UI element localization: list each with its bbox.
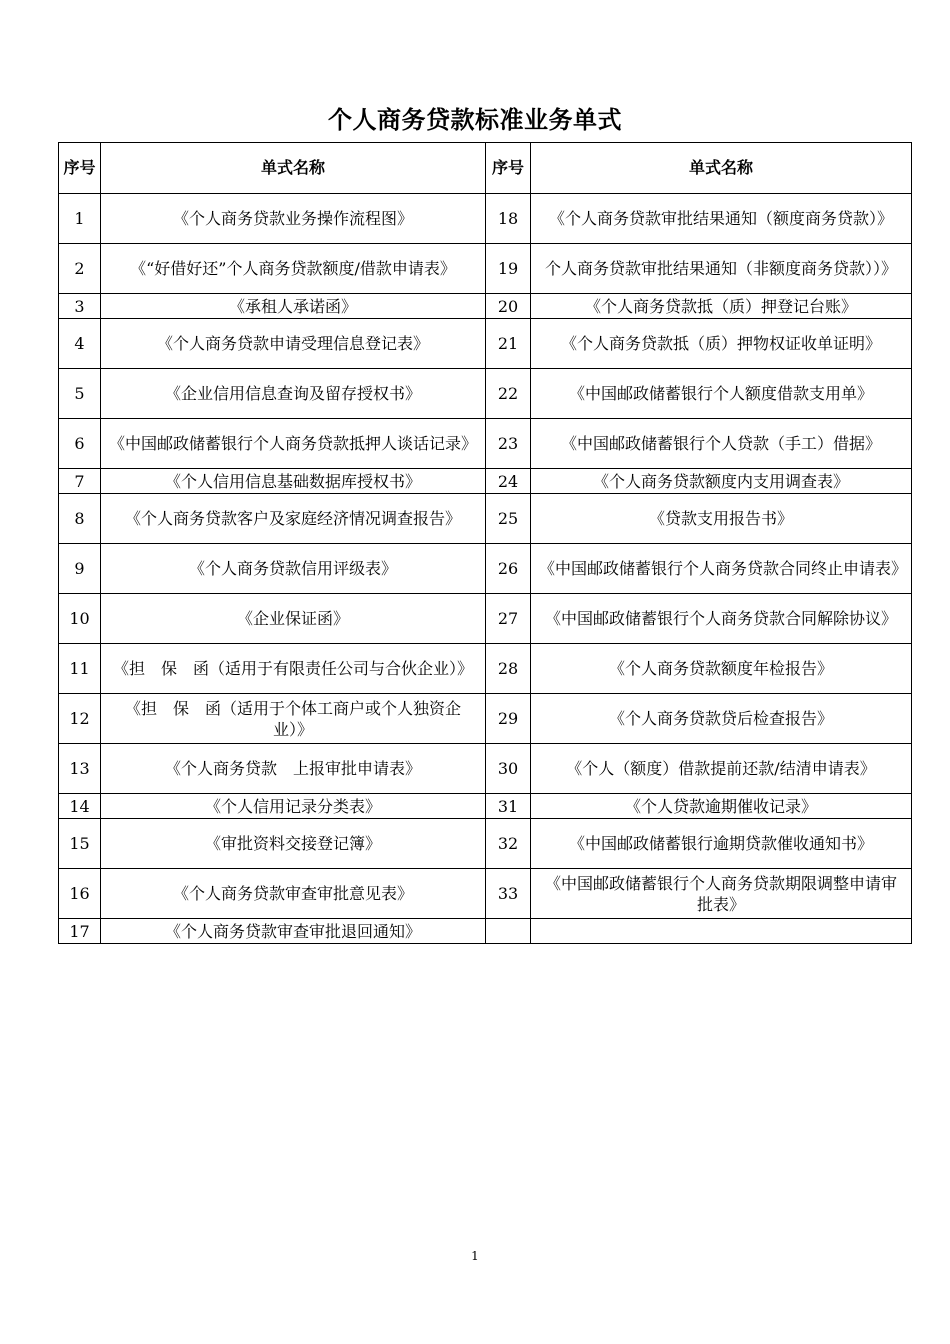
form-name-right: 《个人商务贷款额度内支用调查表》: [531, 469, 912, 494]
form-name-left: 《担 保 函（适用于个体工商户或个人独资企业）》: [101, 694, 486, 744]
row-number-right: 20: [486, 294, 531, 319]
row-number-left: 6: [59, 419, 101, 469]
form-name-left: 《个人信用信息基础数据库授权书》: [101, 469, 486, 494]
table-row: [59, 319, 912, 369]
page-title: 个人商务贷款标准业务单式: [328, 106, 622, 134]
row-number-right: 21: [486, 319, 531, 369]
table-row: [59, 244, 912, 294]
form-name-left: 《个人商务贷款审查审批退回通知》: [101, 919, 486, 944]
table-row: [59, 644, 912, 694]
row-number-left: 8: [59, 494, 101, 544]
form-name-right: 《中国邮政储蓄银行个人贷款（手工）借据》: [531, 419, 912, 469]
row-number-right: 33: [486, 869, 531, 919]
row-number-left: 4: [59, 319, 101, 369]
table-row: [59, 494, 912, 544]
table-row: [59, 794, 912, 819]
form-name-left: 《“好借好还”个人商务贷款额度/借款申请表》: [101, 244, 486, 294]
table-body: [59, 194, 912, 944]
table-row: [59, 694, 912, 744]
row-number-right: 19: [486, 244, 531, 294]
form-name-left: 《个人商务贷款信用评级表》: [101, 544, 486, 594]
form-name-left: 《个人商务贷款 上报审批申请表》: [101, 744, 486, 794]
form-name-right: 《贷款支用报告书》: [531, 494, 912, 544]
form-name-right: 《个人商务贷款贷后检查报告》: [531, 694, 912, 744]
row-number-right: 27: [486, 594, 531, 644]
table-row: [59, 419, 912, 469]
form-name-right: 个人商务贷款审批结果通知（非额度商务贷款））》: [531, 244, 912, 294]
row-number-left: 13: [59, 744, 101, 794]
row-number-left: 10: [59, 594, 101, 644]
row-number-left: 9: [59, 544, 101, 594]
table-row: [59, 194, 912, 244]
form-name-right: 《个人商务贷款额度年检报告》: [531, 644, 912, 694]
form-name-left: 《个人商务贷款业务操作流程图》: [101, 194, 486, 244]
form-name-left: 《承租人承诺函》: [101, 294, 486, 319]
forms-table: [58, 142, 912, 944]
form-name-left: 《企业信用信息查询及留存授权书》: [101, 369, 486, 419]
row-number-left: 14: [59, 794, 101, 819]
row-number-left: 16: [59, 869, 101, 919]
form-name-left: 《个人商务贷款审查审批意见表》: [101, 869, 486, 919]
header-num-left: 序号: [59, 143, 101, 194]
row-number-right: 22: [486, 369, 531, 419]
row-number-left: 7: [59, 469, 101, 494]
form-name-right: 《中国邮政储蓄银行个人商务贷款期限调整申请审批表》: [531, 869, 912, 919]
form-name-left: 《担 保 函（适用于有限责任公司与合伙企业）》: [101, 644, 486, 694]
form-name-right: 《个人贷款逾期催收记录》: [531, 794, 912, 819]
row-number-left: 1: [59, 194, 101, 244]
form-name-right: 《中国邮政储蓄银行个人商务贷款合同终止申请表》: [531, 544, 912, 594]
row-number-right: 26: [486, 544, 531, 594]
row-number-right: 24: [486, 469, 531, 494]
row-number-left: 5: [59, 369, 101, 419]
header-num-right: 序号: [486, 143, 531, 194]
table-row: [59, 294, 912, 319]
form-name-right: 《中国邮政储蓄银行逾期贷款催收通知书》: [531, 819, 912, 869]
header-name-left: 单式名称: [101, 143, 486, 194]
table-row: [59, 369, 912, 419]
row-number-left: 17: [59, 919, 101, 944]
table-row: [59, 469, 912, 494]
page-number: 1: [471, 1249, 479, 1263]
form-name-left: 《个人信用记录分类表》: [101, 794, 486, 819]
table-row: [59, 744, 912, 794]
form-name-right: 《个人（额度）借款提前还款/结清申请表》: [531, 744, 912, 794]
row-number-right: 32: [486, 819, 531, 869]
row-number-right: 29: [486, 694, 531, 744]
row-number-right: 30: [486, 744, 531, 794]
row-number-left: 12: [59, 694, 101, 744]
row-number-right: [486, 919, 531, 944]
table-row: [59, 869, 912, 919]
table-header-row: [59, 143, 912, 194]
row-number-left: 11: [59, 644, 101, 694]
row-number-right: 23: [486, 419, 531, 469]
form-name-right: 《个人商务贷款审批结果通知（额度商务贷款）》: [531, 194, 912, 244]
form-name-right: 《中国邮政储蓄银行个人商务贷款合同解除协议》: [531, 594, 912, 644]
table-row: [59, 544, 912, 594]
table-row: [59, 594, 912, 644]
table-row: [59, 819, 912, 869]
row-number-right: 28: [486, 644, 531, 694]
form-name-right: 《个人商务贷款抵（质）押登记台账》: [531, 294, 912, 319]
form-name-right: 《中国邮政储蓄银行个人额度借款支用单》: [531, 369, 912, 419]
form-name-right: [531, 919, 912, 944]
form-name-left: 《个人商务贷款申请受理信息登记表》: [101, 319, 486, 369]
form-name-left: 《企业保证函》: [101, 594, 486, 644]
header-name-right: 单式名称: [531, 143, 912, 194]
row-number-left: 2: [59, 244, 101, 294]
row-number-right: 31: [486, 794, 531, 819]
row-number-left: 15: [59, 819, 101, 869]
row-number-right: 25: [486, 494, 531, 544]
form-name-left: 《中国邮政储蓄银行个人商务贷款抵押人谈话记录》: [101, 419, 486, 469]
row-number-left: 3: [59, 294, 101, 319]
form-name-left: 《个人商务贷款客户及家庭经济情况调查报告》: [101, 494, 486, 544]
form-name-left: 《审批资料交接登记簿》: [101, 819, 486, 869]
form-name-right: 《个人商务贷款抵（质）押物权证收单证明》: [531, 319, 912, 369]
row-number-right: 18: [486, 194, 531, 244]
table-row: [59, 919, 912, 944]
